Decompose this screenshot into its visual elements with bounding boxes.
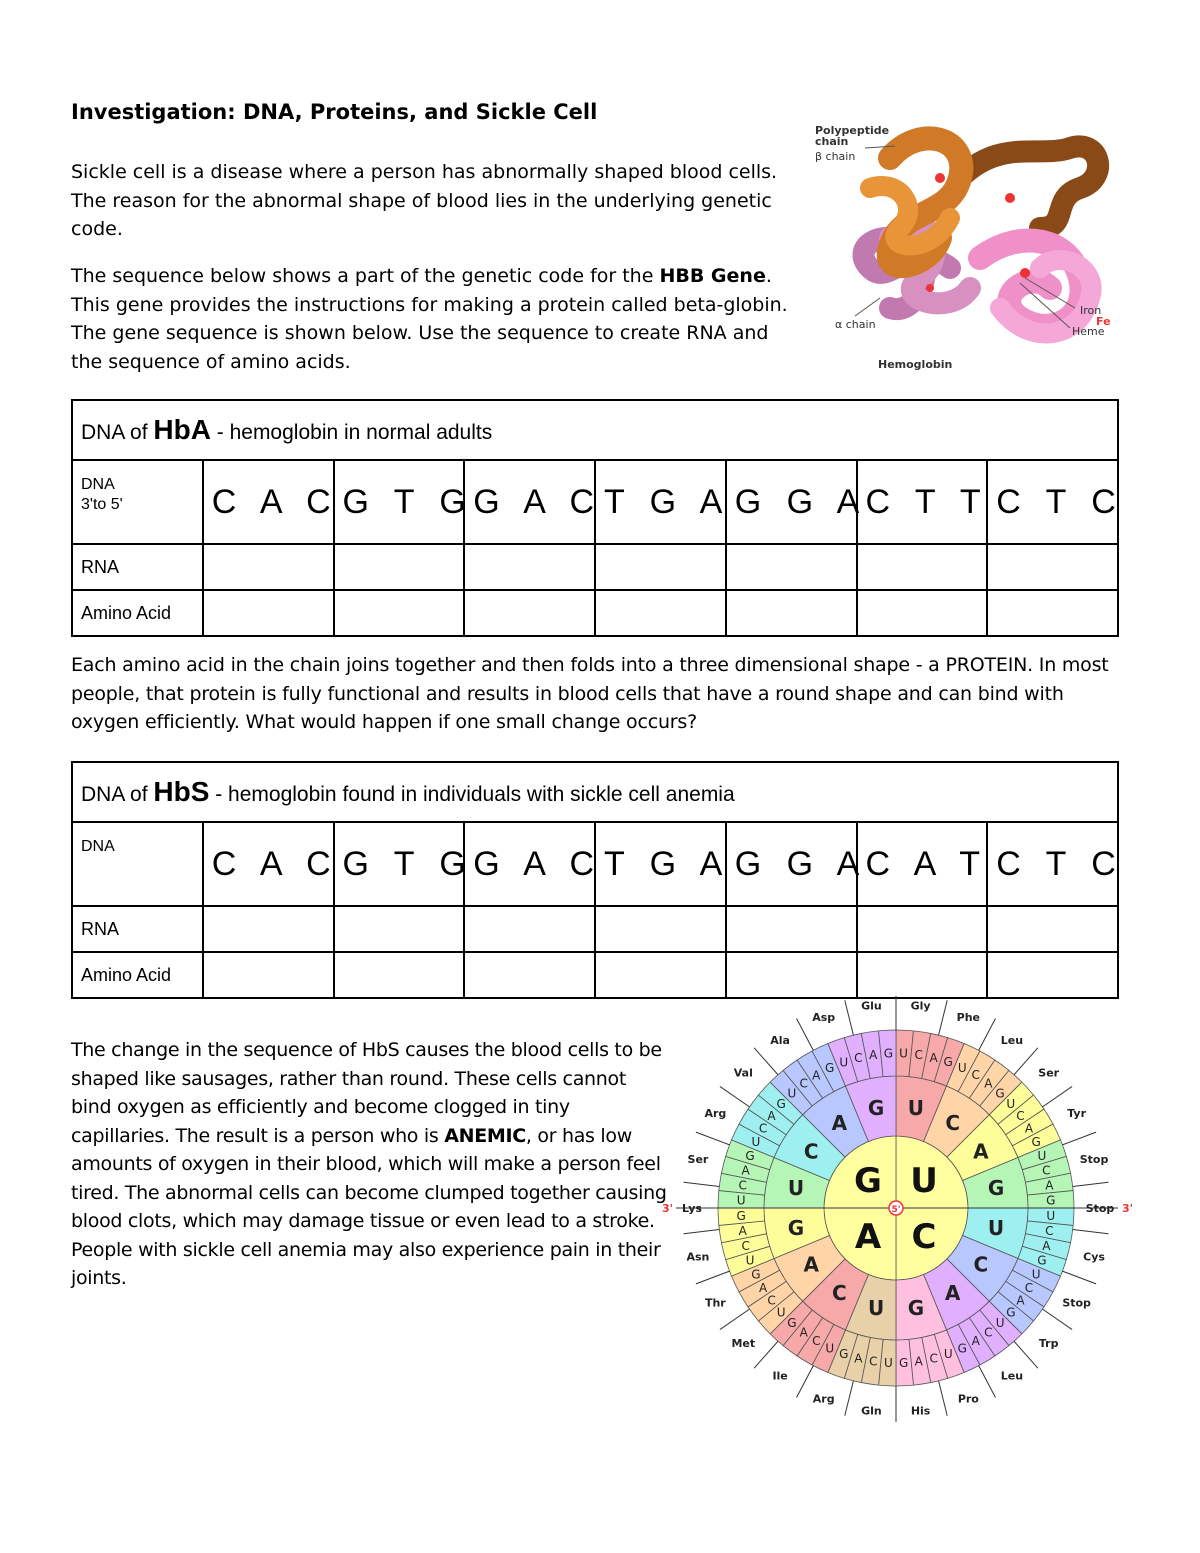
codon-wheel-spoke bbox=[684, 1182, 720, 1186]
hbs-table bbox=[71, 761, 1124, 999]
codon-wheel-outer-base: A bbox=[738, 1223, 747, 1238]
hbs-dna-label: DNA bbox=[72, 822, 203, 906]
codon-wheel-spoke bbox=[720, 1086, 750, 1106]
hbs-codon: G A C bbox=[464, 822, 595, 906]
amino-acid-label: Asn bbox=[686, 1250, 710, 1264]
hbs-aa-answer-cell[interactable] bbox=[464, 952, 595, 998]
codon-wheel-outer-base: A bbox=[741, 1163, 750, 1178]
hba-aa-row bbox=[72, 590, 1118, 636]
amino-acid-label: Gln bbox=[861, 1404, 882, 1418]
codon-wheel-outer-base: A bbox=[984, 1076, 993, 1091]
codon-wheel-outer-base: A bbox=[914, 1354, 923, 1369]
three-prime-right: 3' bbox=[1122, 1202, 1134, 1215]
hbs-rna-answer-cell[interactable] bbox=[334, 906, 465, 952]
codon-wheel-outer-base: G bbox=[1037, 1253, 1047, 1268]
amino-acid-label: Cys bbox=[1083, 1250, 1105, 1264]
hba-table bbox=[71, 399, 1124, 637]
codon-wheel-spoke bbox=[684, 1229, 720, 1233]
codon-wheel-middle-base: U bbox=[787, 1176, 805, 1201]
codon-wheel-middle-base: C bbox=[973, 1252, 989, 1277]
hba-table-header bbox=[72, 400, 1118, 460]
codon-wheel bbox=[656, 996, 1146, 1446]
hba-dna-direction: 3'to 5' bbox=[81, 496, 123, 513]
codon-wheel-inner-base: A bbox=[854, 1216, 882, 1257]
codon-wheel-outer-base: G bbox=[995, 1086, 1005, 1101]
codon-wheel-outer-base: G bbox=[883, 1046, 894, 1061]
hbs-codon: C T C bbox=[987, 822, 1118, 906]
codon-wheel-outer-base: G bbox=[957, 1341, 967, 1356]
codon-wheel-spoke bbox=[1014, 1048, 1038, 1075]
hbs-table-header bbox=[72, 762, 1118, 822]
codon-wheel-middle-base: A bbox=[803, 1252, 819, 1277]
codon-wheel-outer-base: U bbox=[943, 1347, 953, 1362]
hba-aa-label: Amino Acid bbox=[72, 590, 203, 636]
intro-text-1: Sickle cell is a disease where a person has abnormally shaped blood cells. The reason for the abnormal shape of blood lies in the underlying genetic code. bbox=[71, 161, 778, 240]
codon-wheel-outer-base: C bbox=[1016, 1108, 1025, 1123]
codon-wheel-outer-base: A bbox=[854, 1351, 863, 1366]
codon-wheel-spoke bbox=[845, 1381, 854, 1416]
amino-acid-label: Met bbox=[731, 1337, 756, 1351]
hbs-rna-answer-cell[interactable] bbox=[857, 906, 988, 952]
codon-wheel-outer-base: G bbox=[943, 1055, 953, 1070]
codon-wheel-outer-base: G bbox=[1006, 1305, 1016, 1320]
codon-wheel-spoke bbox=[939, 1381, 948, 1416]
codon-wheel-outer-base: U bbox=[995, 1316, 1005, 1331]
hba-aa-answer-cell[interactable] bbox=[726, 590, 857, 636]
codon-wheel-outer-base: C bbox=[1045, 1223, 1054, 1238]
codon-wheel-outer-base: C bbox=[929, 1351, 938, 1366]
amino-acid-label: Leu bbox=[1000, 1369, 1024, 1383]
codon-wheel-outer-base: A bbox=[758, 1280, 768, 1295]
hba-codon: T G A bbox=[595, 460, 726, 544]
codon-wheel-outer-base: U bbox=[1031, 1267, 1041, 1282]
codon-wheel-outer-base: U bbox=[1006, 1097, 1016, 1112]
codon-wheel-outer-base: U bbox=[825, 1341, 835, 1356]
codon-wheel-spoke bbox=[1062, 1132, 1096, 1145]
middle-paragraph bbox=[71, 651, 1131, 737]
codon-wheel-middle-base: U bbox=[907, 1095, 925, 1120]
hbs-codon: T G A bbox=[595, 822, 726, 906]
hbs-rna-answer-cell[interactable] bbox=[203, 906, 334, 952]
codon-wheel-inner-base: U bbox=[910, 1160, 938, 1201]
hbs-header-big: HbS bbox=[153, 776, 210, 807]
heme-label: Heme bbox=[1072, 325, 1105, 338]
codon-wheel-outer-base: C bbox=[758, 1121, 768, 1136]
codon-wheel-spoke bbox=[1014, 1341, 1038, 1368]
codon-wheel-outer-base: U bbox=[736, 1193, 746, 1208]
codon-wheel-spoke bbox=[754, 1048, 778, 1075]
codon-wheel-outer-base: U bbox=[751, 1134, 761, 1149]
codon-wheel-spoke bbox=[1062, 1271, 1096, 1284]
amino-acid-label: Pro bbox=[957, 1392, 979, 1406]
amino-acid-label: Tyr bbox=[1067, 1107, 1087, 1121]
intro-paragraph-1 bbox=[71, 158, 791, 244]
closing-paragraph bbox=[71, 1036, 674, 1293]
hbs-codon: G G A bbox=[726, 822, 857, 906]
codon-wheel-outer-base: C bbox=[914, 1047, 923, 1062]
codon-wheel-middle-base: U bbox=[867, 1296, 885, 1321]
codon-wheel-spoke bbox=[1042, 1309, 1072, 1329]
amino-acid-label: Val bbox=[733, 1066, 753, 1080]
hbs-aa-answer-cell[interactable] bbox=[334, 952, 465, 998]
hba-rna-answer-cell[interactable] bbox=[334, 544, 465, 590]
codon-wheel-outer-base: C bbox=[971, 1068, 980, 1083]
hbs-dna-row bbox=[72, 822, 1118, 906]
hba-codon: C A C bbox=[203, 460, 334, 544]
codon-wheel-outer-base: A bbox=[1045, 1178, 1054, 1193]
codon-wheel-outer-base: A bbox=[971, 1334, 980, 1349]
hbs-aa-row bbox=[72, 952, 1118, 998]
amino-acid-label: Ser bbox=[687, 1153, 709, 1167]
hba-aa-answer-cell[interactable] bbox=[595, 590, 726, 636]
amino-acid-label: Gly bbox=[910, 999, 931, 1013]
three-prime-left: 3' bbox=[662, 1202, 674, 1215]
hbs-aa-answer-cell[interactable] bbox=[726, 952, 857, 998]
codon-wheel-outer-base: G bbox=[898, 1356, 909, 1371]
codon-wheel-outer-base: C bbox=[741, 1238, 750, 1253]
codon-wheel-outer-base: U bbox=[839, 1055, 849, 1070]
codon-wheel-outer-base: C bbox=[869, 1354, 878, 1369]
amino-acid-label: Phe bbox=[956, 1011, 981, 1025]
hba-aa-answer-cell[interactable] bbox=[464, 590, 595, 636]
codon-wheel-spoke bbox=[754, 1341, 778, 1368]
codon-wheel-middle-base: U bbox=[987, 1215, 1005, 1240]
hbs-codon: G T G bbox=[334, 822, 465, 906]
codon-wheel-outer-base: A bbox=[1024, 1121, 1034, 1136]
hbs-aa-answer-cell[interactable] bbox=[857, 952, 988, 998]
codon-wheel-middle-base: G bbox=[987, 1176, 1005, 1201]
codon-wheel-outer-base: C bbox=[767, 1293, 776, 1308]
codon-wheel-outer-base: A bbox=[767, 1108, 776, 1123]
codon-wheel-middle-base: G bbox=[787, 1215, 805, 1240]
beta-chain-label: β chain bbox=[815, 150, 856, 163]
amino-acid-label: Stop bbox=[1079, 1153, 1109, 1167]
codon-wheel-outer-base: A bbox=[869, 1047, 878, 1062]
page-title: Investigation: DNA, Proteins, and Sickle Cell bbox=[71, 100, 598, 124]
hbs-header-suffix: - hemoglobin found in individuals with sickle cell anemia bbox=[209, 783, 735, 806]
codon-wheel-outer-base: G bbox=[745, 1149, 755, 1164]
amino-acid-label: Arg bbox=[704, 1107, 727, 1121]
amino-acid-label: Thr bbox=[704, 1296, 726, 1310]
codon-wheel-outer-base: U bbox=[787, 1086, 797, 1101]
intro-paragraph-2 bbox=[71, 262, 801, 376]
hbs-rna-row bbox=[72, 906, 1118, 952]
hemoglobin-molecule-drawing bbox=[855, 138, 1098, 333]
hba-rna-answer-cell[interactable] bbox=[595, 544, 726, 590]
hba-codon: G T G bbox=[334, 460, 465, 544]
hba-rna-row bbox=[72, 544, 1118, 590]
hbs-codon: C A T bbox=[857, 822, 988, 906]
closing-text-a: The change in the sequence of HbS causes the blood cells to be shaped like sausages, rather than round. These cells cannot bind oxygen as efficiently and become clogged in tiny capillaries. The result is a person who is bbox=[71, 1039, 662, 1147]
hbs-rna-answer-cell[interactable] bbox=[987, 906, 1118, 952]
hbs-aa-label: Amino Acid bbox=[72, 952, 203, 998]
hbb-gene-label: HBB Gene bbox=[659, 265, 766, 287]
codon-wheel-inner-base: G bbox=[854, 1160, 882, 1201]
amino-acid-label: Arg bbox=[812, 1392, 835, 1406]
hbs-rna-answer-cell[interactable] bbox=[464, 906, 595, 952]
hba-codon: G G A bbox=[726, 460, 857, 544]
codon-wheel-spoke bbox=[1073, 1182, 1109, 1186]
codon-wheel-spoke bbox=[797, 1366, 814, 1398]
intro-text-2b: . This gene provides the instructions for making a protein called beta-globin. The gene sequence is shown below. Use the sequence to create RNA and the sequence of amino acids. bbox=[71, 265, 788, 373]
codon-wheel-outer-base: U bbox=[884, 1356, 893, 1371]
codon-wheel-spoke bbox=[720, 1309, 750, 1329]
codon-wheel-outer-base: U bbox=[1037, 1148, 1047, 1163]
hba-header-prefix: DNA of bbox=[81, 421, 154, 444]
hemoglobin-caption: Hemoglobin bbox=[878, 358, 953, 371]
codon-wheel-outer-base: U bbox=[1046, 1208, 1056, 1223]
hbs-header-prefix: DNA of bbox=[81, 783, 154, 806]
codon-wheel-middle-base: C bbox=[831, 1280, 847, 1305]
codon-wheel-middle-base: A bbox=[973, 1139, 989, 1164]
codon-wheel-outer-base: G bbox=[736, 1208, 746, 1223]
hba-header-big: HbA bbox=[153, 414, 211, 445]
codon-wheel-outer-base: G bbox=[839, 1347, 849, 1362]
codon-wheel-outer-base: U bbox=[957, 1061, 967, 1076]
hbs-aa-answer-cell[interactable] bbox=[595, 952, 726, 998]
iron-label: Iron bbox=[1080, 304, 1102, 317]
hba-aa-answer-cell[interactable] bbox=[857, 590, 988, 636]
amino-acid-label: Asp bbox=[812, 1011, 836, 1025]
hba-codon: C T C bbox=[987, 460, 1118, 544]
hba-dna-label: DNA bbox=[81, 476, 115, 493]
hba-dna-row bbox=[72, 460, 1118, 544]
hba-codon: G A C bbox=[464, 460, 595, 544]
chain-label: chain bbox=[815, 135, 849, 148]
codon-wheel-outer-base: G bbox=[1046, 1193, 1056, 1208]
amino-acid-label: Ala bbox=[770, 1033, 790, 1047]
codon-wheel-outer-base: A bbox=[929, 1050, 938, 1065]
codon-wheel-spoke bbox=[979, 1019, 996, 1051]
fe-label: Fe bbox=[1096, 315, 1111, 328]
alpha-chain-label: α chain bbox=[835, 318, 876, 331]
amino-acid-label: Stop bbox=[1085, 1201, 1115, 1215]
hbs-rna-label: RNA bbox=[72, 906, 203, 952]
codon-wheel-spoke bbox=[696, 1132, 730, 1145]
hba-aa-answer-cell[interactable] bbox=[203, 590, 334, 636]
codon-wheel-spoke bbox=[1073, 1229, 1109, 1233]
codon-wheel-spoke bbox=[797, 1019, 814, 1051]
codon-wheel-spoke bbox=[696, 1271, 730, 1284]
codon-wheel-middle-base: C bbox=[803, 1139, 819, 1164]
middle-text: Each amino acid in the chain joins together and then folds into a three dimensional shape - a PROTEIN. In most people, that protein is fully functional and results in blood cells that have a round shape and can bind with oxygen efficiently. What would happen if one small change occurs? bbox=[71, 654, 1109, 733]
codon-wheel-outer-base: C bbox=[738, 1178, 747, 1193]
codon-wheel-outer-base: U bbox=[776, 1305, 786, 1320]
codon-wheel-outer-base: G bbox=[825, 1061, 835, 1076]
hemoglobin-figure bbox=[800, 118, 1130, 378]
codon-wheel-outer-base: U bbox=[899, 1046, 908, 1061]
amino-acid-label: Lys bbox=[682, 1201, 702, 1215]
codon-wheel-middle-base: G bbox=[867, 1095, 885, 1120]
hba-aa-answer-cell[interactable] bbox=[334, 590, 465, 636]
hba-aa-answer-cell[interactable] bbox=[987, 590, 1118, 636]
codon-wheel-outer-base: C bbox=[799, 1076, 808, 1091]
amino-acid-label: Stop bbox=[1062, 1296, 1091, 1310]
five-prime-label: 5' bbox=[891, 1205, 901, 1215]
amino-acid-label: Leu bbox=[1000, 1033, 1024, 1047]
codon-wheel-outer-base: A bbox=[1016, 1293, 1025, 1308]
polypeptide-label: Polypeptide bbox=[815, 124, 890, 137]
codon-wheel-outer-base: G bbox=[776, 1097, 786, 1112]
codon-wheel-spoke bbox=[845, 1000, 854, 1035]
codon-wheel-outer-base: C bbox=[812, 1334, 821, 1349]
hba-rna-answer-cell[interactable] bbox=[857, 544, 988, 590]
hba-rna-answer-cell[interactable] bbox=[987, 544, 1118, 590]
codon-wheel-outer-base: C bbox=[1042, 1163, 1051, 1178]
hba-header-suffix: - hemoglobin in normal adults bbox=[210, 421, 493, 444]
codon-wheel-outer-base: G bbox=[1031, 1134, 1041, 1149]
hba-rna-label: RNA bbox=[72, 544, 203, 590]
hba-dna-label-cell bbox=[72, 460, 203, 544]
codon-wheel-outer-base: C bbox=[984, 1325, 993, 1340]
codon-wheel-outer-base: C bbox=[854, 1050, 863, 1065]
codon-wheel-middle-base: C bbox=[945, 1111, 961, 1136]
intro-text-2a: The sequence below shows a part of the genetic code for the bbox=[71, 265, 660, 287]
hbs-rna-answer-cell[interactable] bbox=[595, 906, 726, 952]
hbs-codon: C A C bbox=[203, 822, 334, 906]
hba-rna-answer-cell[interactable] bbox=[464, 544, 595, 590]
codon-wheel-spoke bbox=[979, 1366, 996, 1398]
hba-rna-answer-cell[interactable] bbox=[203, 544, 334, 590]
amino-acid-label: Glu bbox=[861, 999, 882, 1013]
amino-acid-label: Trp bbox=[1038, 1337, 1059, 1351]
codon-wheel-inner-base: C bbox=[911, 1216, 937, 1257]
closing-text-b: , or has low amounts of oxygen in their blood, which will make a person feel tired. The abnormal cells can become clumped together causing blood clots, which may damage tissue or even lead to a stroke. People with sickle cell anemia may also experience pain in their joints. bbox=[71, 1124, 667, 1289]
codon-wheel-outer-base: A bbox=[799, 1325, 808, 1340]
amino-acid-label: Ile bbox=[772, 1369, 788, 1383]
codon-wheel-middle-base: A bbox=[831, 1111, 848, 1136]
codon-wheel-middle-base: A bbox=[944, 1280, 961, 1305]
codon-wheel-outer-base: C bbox=[1024, 1280, 1034, 1295]
hba-codon: C T T bbox=[857, 460, 988, 544]
hbs-rna-answer-cell[interactable] bbox=[726, 906, 857, 952]
codon-wheel-spoke bbox=[1042, 1086, 1072, 1106]
anemic-label: ANEMIC bbox=[444, 1124, 526, 1147]
codon-wheel-outer-base: G bbox=[787, 1316, 797, 1331]
amino-acid-label: Ser bbox=[1038, 1066, 1060, 1080]
codon-wheel-spoke bbox=[939, 1000, 948, 1035]
codon-wheel-outer-base: U bbox=[745, 1253, 755, 1268]
codon-wheel-outer-base: G bbox=[751, 1267, 761, 1282]
codon-wheel-outer-base: A bbox=[1042, 1238, 1051, 1253]
hbs-aa-answer-cell[interactable] bbox=[203, 952, 334, 998]
codon-wheel-middle-base: G bbox=[907, 1296, 925, 1321]
amino-acid-label: His bbox=[910, 1404, 931, 1418]
hbs-aa-answer-cell[interactable] bbox=[987, 952, 1118, 998]
hba-rna-answer-cell[interactable] bbox=[726, 544, 857, 590]
codon-wheel-outer-base: A bbox=[812, 1068, 821, 1083]
